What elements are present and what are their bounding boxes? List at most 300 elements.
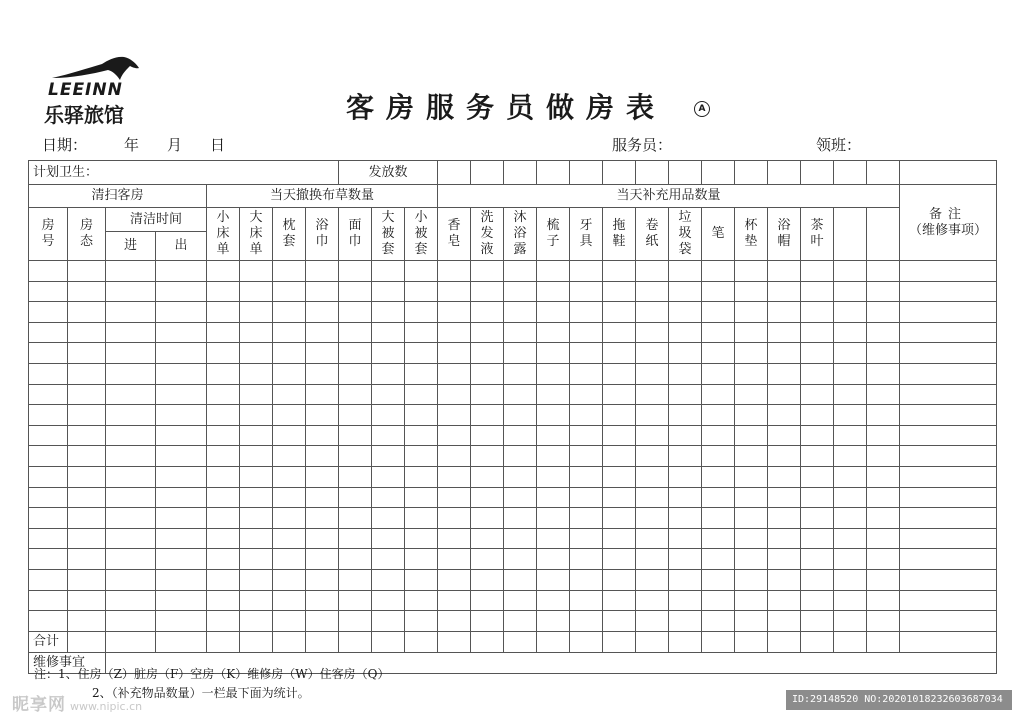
entry-cell[interactable] <box>438 322 471 343</box>
entry-cell[interactable] <box>438 549 471 570</box>
entry-cell[interactable] <box>68 590 106 611</box>
entry-cell[interactable] <box>801 302 834 323</box>
entry-cell[interactable] <box>339 569 372 590</box>
entry-cell[interactable] <box>471 343 504 364</box>
entry-cell[interactable] <box>570 384 603 405</box>
entry-cell[interactable] <box>405 261 438 282</box>
entry-cell[interactable] <box>106 363 156 384</box>
entry-cell[interactable] <box>669 466 702 487</box>
entry-cell[interactable] <box>603 446 636 467</box>
entry-cell[interactable] <box>68 611 106 632</box>
entry-cell[interactable] <box>801 549 834 570</box>
entry-cell[interactable] <box>306 405 339 426</box>
entry-cell[interactable] <box>504 549 537 570</box>
entry-cell[interactable] <box>29 281 68 302</box>
entry-cell[interactable] <box>339 549 372 570</box>
entry-cell[interactable] <box>106 343 156 364</box>
entry-cell[interactable] <box>372 343 405 364</box>
entry-cell[interactable] <box>106 466 156 487</box>
entry-cell[interactable] <box>306 466 339 487</box>
entry-cell[interactable] <box>405 569 438 590</box>
entry-cell[interactable] <box>801 363 834 384</box>
entry-cell[interactable] <box>207 302 240 323</box>
entry-cell[interactable] <box>801 281 834 302</box>
entry-cell[interactable] <box>900 343 997 364</box>
entry-cell[interactable] <box>471 384 504 405</box>
total-cell[interactable] <box>372 631 405 652</box>
entry-cell[interactable] <box>636 508 669 529</box>
entry-cell[interactable] <box>306 302 339 323</box>
entry-cell[interactable] <box>207 261 240 282</box>
entry-cell[interactable] <box>537 261 570 282</box>
entry-cell[interactable] <box>372 281 405 302</box>
entry-cell[interactable] <box>240 302 273 323</box>
entry-cell[interactable] <box>867 549 900 570</box>
entry-cell[interactable] <box>156 590 207 611</box>
entry-cell[interactable] <box>570 569 603 590</box>
entry-cell[interactable] <box>570 466 603 487</box>
total-cell[interactable] <box>735 631 768 652</box>
entry-cell[interactable] <box>156 261 207 282</box>
entry-cell[interactable] <box>156 508 207 529</box>
entry-cell[interactable] <box>636 528 669 549</box>
entry-cell[interactable] <box>603 363 636 384</box>
entry-cell[interactable] <box>900 487 997 508</box>
entry-cell[interactable] <box>471 446 504 467</box>
entry-cell[interactable] <box>207 590 240 611</box>
entry-cell[interactable] <box>29 425 68 446</box>
entry-cell[interactable] <box>900 549 997 570</box>
entry-cell[interactable] <box>405 363 438 384</box>
entry-cell[interactable] <box>867 487 900 508</box>
entry-cell[interactable] <box>669 261 702 282</box>
entry-cell[interactable] <box>339 611 372 632</box>
total-cell[interactable] <box>603 631 636 652</box>
entry-cell[interactable] <box>867 322 900 343</box>
entry-cell[interactable] <box>438 446 471 467</box>
entry-cell[interactable] <box>669 405 702 426</box>
entry-cell[interactable] <box>603 590 636 611</box>
entry-cell[interactable] <box>339 322 372 343</box>
entry-cell[interactable] <box>834 302 867 323</box>
entry-cell[interactable] <box>801 466 834 487</box>
entry-cell[interactable] <box>339 405 372 426</box>
entry-cell[interactable] <box>438 508 471 529</box>
entry-cell[interactable] <box>156 446 207 467</box>
entry-cell[interactable] <box>471 611 504 632</box>
entry-cell[interactable] <box>207 466 240 487</box>
entry-cell[interactable] <box>306 446 339 467</box>
entry-cell[interactable] <box>156 549 207 570</box>
entry-cell[interactable] <box>504 405 537 426</box>
entry-cell[interactable] <box>504 425 537 446</box>
entry-cell[interactable] <box>834 384 867 405</box>
entry-cell[interactable] <box>207 281 240 302</box>
entry-cell[interactable] <box>156 569 207 590</box>
entry-cell[interactable] <box>669 487 702 508</box>
entry-cell[interactable] <box>702 611 735 632</box>
entry-cell[interactable] <box>372 405 405 426</box>
entry-cell[interactable] <box>570 343 603 364</box>
total-cell[interactable] <box>438 631 471 652</box>
entry-cell[interactable] <box>240 343 273 364</box>
entry-cell[interactable] <box>768 446 801 467</box>
entry-cell[interactable] <box>240 590 273 611</box>
entry-cell[interactable] <box>900 302 997 323</box>
entry-cell[interactable] <box>537 569 570 590</box>
entry-cell[interactable] <box>834 528 867 549</box>
entry-cell[interactable] <box>106 549 156 570</box>
entry-cell[interactable] <box>768 528 801 549</box>
entry-cell[interactable] <box>306 384 339 405</box>
entry-cell[interactable] <box>273 281 306 302</box>
entry-cell[interactable] <box>106 425 156 446</box>
entry-cell[interactable] <box>537 302 570 323</box>
entry-cell[interactable] <box>768 611 801 632</box>
entry-cell[interactable] <box>768 425 801 446</box>
entry-cell[interactable] <box>106 487 156 508</box>
entry-cell[interactable] <box>339 343 372 364</box>
entry-cell[interactable] <box>240 528 273 549</box>
entry-cell[interactable] <box>438 425 471 446</box>
entry-cell[interactable] <box>207 508 240 529</box>
entry-cell[interactable] <box>438 302 471 323</box>
entry-cell[interactable] <box>669 549 702 570</box>
entry-cell[interactable] <box>669 384 702 405</box>
entry-cell[interactable] <box>106 569 156 590</box>
issued-cell[interactable] <box>504 161 537 185</box>
entry-cell[interactable] <box>438 281 471 302</box>
issued-cell[interactable] <box>669 161 702 185</box>
entry-cell[interactable] <box>603 261 636 282</box>
total-cell[interactable] <box>834 631 867 652</box>
entry-cell[interactable] <box>339 363 372 384</box>
entry-cell[interactable] <box>339 425 372 446</box>
entry-cell[interactable] <box>372 590 405 611</box>
entry-cell[interactable] <box>735 343 768 364</box>
entry-cell[interactable] <box>106 508 156 529</box>
entry-cell[interactable] <box>801 446 834 467</box>
total-cell[interactable] <box>156 631 207 652</box>
entry-cell[interactable] <box>669 528 702 549</box>
entry-cell[interactable] <box>471 590 504 611</box>
entry-cell[interactable] <box>867 508 900 529</box>
total-cell[interactable] <box>504 631 537 652</box>
entry-cell[interactable] <box>438 405 471 426</box>
entry-cell[interactable] <box>537 528 570 549</box>
entry-cell[interactable] <box>438 466 471 487</box>
entry-cell[interactable] <box>636 611 669 632</box>
entry-cell[interactable] <box>471 569 504 590</box>
issued-cell[interactable] <box>867 161 900 185</box>
entry-cell[interactable] <box>438 528 471 549</box>
entry-cell[interactable] <box>702 405 735 426</box>
entry-cell[interactable] <box>735 508 768 529</box>
entry-cell[interactable] <box>735 569 768 590</box>
entry-cell[interactable] <box>570 590 603 611</box>
entry-cell[interactable] <box>405 508 438 529</box>
entry-cell[interactable] <box>339 528 372 549</box>
entry-cell[interactable] <box>603 425 636 446</box>
entry-cell[interactable] <box>669 363 702 384</box>
entry-cell[interactable] <box>273 425 306 446</box>
entry-cell[interactable] <box>504 384 537 405</box>
entry-cell[interactable] <box>768 302 801 323</box>
entry-cell[interactable] <box>471 261 504 282</box>
entry-cell[interactable] <box>273 611 306 632</box>
entry-cell[interactable] <box>570 405 603 426</box>
entry-cell[interactable] <box>801 528 834 549</box>
entry-cell[interactable] <box>570 425 603 446</box>
entry-cell[interactable] <box>537 405 570 426</box>
entry-cell[interactable] <box>867 343 900 364</box>
entry-cell[interactable] <box>306 611 339 632</box>
entry-cell[interactable] <box>504 281 537 302</box>
entry-cell[interactable] <box>156 363 207 384</box>
entry-cell[interactable] <box>570 508 603 529</box>
entry-cell[interactable] <box>537 322 570 343</box>
entry-cell[interactable] <box>669 508 702 529</box>
entry-cell[interactable] <box>29 590 68 611</box>
entry-cell[interactable] <box>240 322 273 343</box>
entry-cell[interactable] <box>372 487 405 508</box>
entry-cell[interactable] <box>603 611 636 632</box>
entry-cell[interactable] <box>900 528 997 549</box>
entry-cell[interactable] <box>900 508 997 529</box>
entry-cell[interactable] <box>570 302 603 323</box>
total-cell[interactable] <box>801 631 834 652</box>
entry-cell[interactable] <box>273 405 306 426</box>
entry-cell[interactable] <box>339 261 372 282</box>
entry-cell[interactable] <box>273 549 306 570</box>
entry-cell[interactable] <box>273 569 306 590</box>
entry-cell[interactable] <box>801 590 834 611</box>
entry-cell[interactable] <box>768 508 801 529</box>
entry-cell[interactable] <box>867 611 900 632</box>
entry-cell[interactable] <box>306 487 339 508</box>
total-cell[interactable] <box>273 631 306 652</box>
entry-cell[interactable] <box>372 549 405 570</box>
entry-cell[interactable] <box>405 384 438 405</box>
total-cell[interactable] <box>339 631 372 652</box>
entry-cell[interactable] <box>537 446 570 467</box>
entry-cell[interactable] <box>603 528 636 549</box>
entry-cell[interactable] <box>834 363 867 384</box>
entry-cell[interactable] <box>603 487 636 508</box>
entry-cell[interactable] <box>636 549 669 570</box>
entry-cell[interactable] <box>801 611 834 632</box>
entry-cell[interactable] <box>156 343 207 364</box>
issued-cell[interactable] <box>603 161 636 185</box>
entry-cell[interactable] <box>372 322 405 343</box>
entry-cell[interactable] <box>537 466 570 487</box>
entry-cell[interactable] <box>68 405 106 426</box>
entry-cell[interactable] <box>471 528 504 549</box>
entry-cell[interactable] <box>339 487 372 508</box>
entry-cell[interactable] <box>339 590 372 611</box>
entry-cell[interactable] <box>306 322 339 343</box>
entry-cell[interactable] <box>867 261 900 282</box>
entry-cell[interactable] <box>29 363 68 384</box>
entry-cell[interactable] <box>405 322 438 343</box>
entry-cell[interactable] <box>834 446 867 467</box>
entry-cell[interactable] <box>207 528 240 549</box>
entry-cell[interactable] <box>471 487 504 508</box>
entry-cell[interactable] <box>768 384 801 405</box>
entry-cell[interactable] <box>570 487 603 508</box>
entry-cell[interactable] <box>801 487 834 508</box>
entry-cell[interactable] <box>867 363 900 384</box>
entry-cell[interactable] <box>29 466 68 487</box>
entry-cell[interactable] <box>801 405 834 426</box>
entry-cell[interactable] <box>900 261 997 282</box>
entry-cell[interactable] <box>504 590 537 611</box>
entry-cell[interactable] <box>537 549 570 570</box>
entry-cell[interactable] <box>702 322 735 343</box>
entry-cell[interactable] <box>735 281 768 302</box>
entry-cell[interactable] <box>702 487 735 508</box>
entry-cell[interactable] <box>702 302 735 323</box>
entry-cell[interactable] <box>801 343 834 364</box>
entry-cell[interactable] <box>438 343 471 364</box>
entry-cell[interactable] <box>834 322 867 343</box>
entry-cell[interactable] <box>405 302 438 323</box>
entry-cell[interactable] <box>801 508 834 529</box>
issued-cell[interactable] <box>900 161 997 185</box>
entry-cell[interactable] <box>900 405 997 426</box>
entry-cell[interactable] <box>768 363 801 384</box>
entry-cell[interactable] <box>603 384 636 405</box>
entry-cell[interactable] <box>240 384 273 405</box>
entry-cell[interactable] <box>504 261 537 282</box>
entry-cell[interactable] <box>273 508 306 529</box>
entry-cell[interactable] <box>636 425 669 446</box>
entry-cell[interactable] <box>405 446 438 467</box>
entry-cell[interactable] <box>669 343 702 364</box>
entry-cell[interactable] <box>570 261 603 282</box>
entry-cell[interactable] <box>106 528 156 549</box>
entry-cell[interactable] <box>29 508 68 529</box>
entry-cell[interactable] <box>537 363 570 384</box>
entry-cell[interactable] <box>735 363 768 384</box>
entry-cell[interactable] <box>156 405 207 426</box>
entry-cell[interactable] <box>405 466 438 487</box>
entry-cell[interactable] <box>68 549 106 570</box>
entry-cell[interactable] <box>537 611 570 632</box>
entry-cell[interactable] <box>372 446 405 467</box>
entry-cell[interactable] <box>900 590 997 611</box>
entry-cell[interactable] <box>768 261 801 282</box>
entry-cell[interactable] <box>735 611 768 632</box>
entry-cell[interactable] <box>570 281 603 302</box>
entry-cell[interactable] <box>240 549 273 570</box>
entry-cell[interactable] <box>68 466 106 487</box>
entry-cell[interactable] <box>156 281 207 302</box>
entry-cell[interactable] <box>273 384 306 405</box>
entry-cell[interactable] <box>207 384 240 405</box>
total-cell[interactable] <box>306 631 339 652</box>
entry-cell[interactable] <box>603 302 636 323</box>
entry-cell[interactable] <box>273 487 306 508</box>
entry-cell[interactable] <box>405 405 438 426</box>
entry-cell[interactable] <box>702 446 735 467</box>
total-cell[interactable] <box>900 631 997 652</box>
entry-cell[interactable] <box>537 508 570 529</box>
entry-cell[interactable] <box>702 466 735 487</box>
entry-cell[interactable] <box>834 405 867 426</box>
entry-cell[interactable] <box>702 261 735 282</box>
entry-cell[interactable] <box>240 363 273 384</box>
entry-cell[interactable] <box>471 322 504 343</box>
entry-cell[interactable] <box>240 261 273 282</box>
entry-cell[interactable] <box>636 446 669 467</box>
entry-cell[interactable] <box>867 302 900 323</box>
entry-cell[interactable] <box>834 343 867 364</box>
entry-cell[interactable] <box>669 302 702 323</box>
entry-cell[interactable] <box>834 487 867 508</box>
issued-cell[interactable] <box>702 161 735 185</box>
entry-cell[interactable] <box>603 549 636 570</box>
entry-cell[interactable] <box>669 590 702 611</box>
entry-cell[interactable] <box>537 487 570 508</box>
entry-cell[interactable] <box>735 405 768 426</box>
entry-cell[interactable] <box>537 281 570 302</box>
entry-cell[interactable] <box>603 466 636 487</box>
entry-cell[interactable] <box>106 322 156 343</box>
entry-cell[interactable] <box>68 281 106 302</box>
entry-cell[interactable] <box>669 281 702 302</box>
entry-cell[interactable] <box>273 343 306 364</box>
entry-cell[interactable] <box>273 528 306 549</box>
entry-cell[interactable] <box>405 425 438 446</box>
entry-cell[interactable] <box>834 508 867 529</box>
entry-cell[interactable] <box>29 322 68 343</box>
entry-cell[interactable] <box>471 549 504 570</box>
entry-cell[interactable] <box>735 590 768 611</box>
entry-cell[interactable] <box>801 261 834 282</box>
entry-cell[interactable] <box>471 281 504 302</box>
entry-cell[interactable] <box>768 590 801 611</box>
entry-cell[interactable] <box>29 528 68 549</box>
entry-cell[interactable] <box>372 569 405 590</box>
entry-cell[interactable] <box>504 508 537 529</box>
entry-cell[interactable] <box>240 508 273 529</box>
entry-cell[interactable] <box>207 343 240 364</box>
entry-cell[interactable] <box>29 446 68 467</box>
entry-cell[interactable] <box>207 425 240 446</box>
entry-cell[interactable] <box>900 466 997 487</box>
entry-cell[interactable] <box>156 611 207 632</box>
entry-cell[interactable] <box>669 569 702 590</box>
total-cell[interactable] <box>68 631 106 652</box>
entry-cell[interactable] <box>156 487 207 508</box>
entry-cell[interactable] <box>702 549 735 570</box>
entry-cell[interactable] <box>156 425 207 446</box>
issued-cell[interactable] <box>768 161 801 185</box>
issued-cell[interactable] <box>735 161 768 185</box>
entry-cell[interactable] <box>702 569 735 590</box>
entry-cell[interactable] <box>68 569 106 590</box>
entry-cell[interactable] <box>768 405 801 426</box>
entry-cell[interactable] <box>900 611 997 632</box>
entry-cell[interactable] <box>834 569 867 590</box>
entry-cell[interactable] <box>273 363 306 384</box>
entry-cell[interactable] <box>471 302 504 323</box>
issued-cell[interactable] <box>570 161 603 185</box>
entry-cell[interactable] <box>68 363 106 384</box>
entry-cell[interactable] <box>669 425 702 446</box>
entry-cell[interactable] <box>735 528 768 549</box>
